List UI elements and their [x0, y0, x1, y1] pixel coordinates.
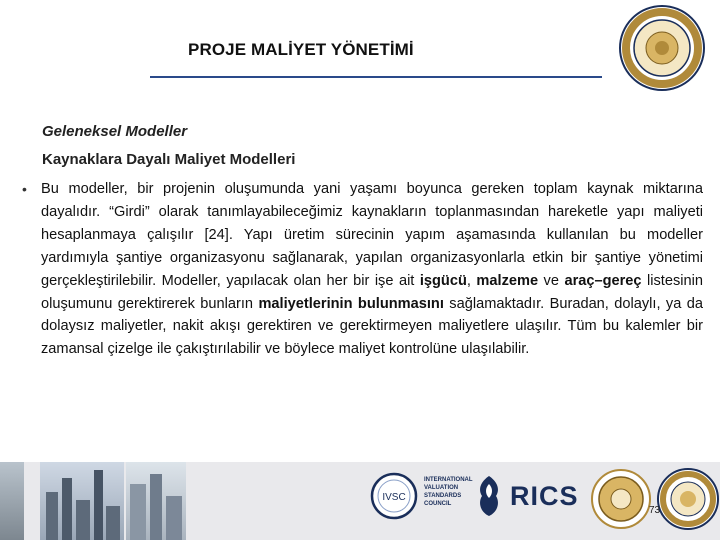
section-heading-italic: Geleneksel Modeller [42, 123, 188, 140]
page-title: PROJE MALİYET YÖNETİMİ [188, 40, 414, 59]
rics-crest-icon [474, 474, 504, 518]
bold-term: malzeme [476, 272, 539, 289]
university-seal-icon [590, 468, 652, 530]
city-photo [0, 462, 24, 540]
bold-term: araç–gereç [564, 272, 642, 289]
page-number: 73 [649, 505, 661, 516]
city-photo [126, 462, 186, 540]
rics-logo: RICS [510, 481, 579, 511]
city-photo [40, 462, 124, 540]
ivsc-caption: INTERNATIONAL VALUATION STANDARDS COUNCIL [424, 477, 473, 507]
university-seal-icon [656, 464, 720, 534]
body-paragraph: Bu modeller, bir projenin oluşumunda yani yaşamı boyunca gereken toplam kaynak miktarına dayalıdır. “Girdi” olarak tanımlayabileceğimiz kaynakların toplanmasından hareketle yapı maliyeti hesaplanmaya çalışılır [24]. Yapı üretim sürecinin yapım aşamasında kullanılan bu modeller yardımıyla şantiye organizasyonu sağlanarak, yapılan organizasyonlarla etkin bir şantiye yönetimi gerçekleştirilebilir. Modeller, yapılacak olan her bir işe ait işgücü, malzeme ve araç–gereç listesinin oluşumunu gerektirerek bunların maliyetlerinin bulunmasını sağlamaktadır. Buradan, dolaylı, ya da dolaysız maliyetler, nakit akışı gerektiren ve gerektirmeyen maliyetlere ulaşılır. Tüm bu kalemler bir zamansal çizelge ile çakıştırılabilir ve böylece maliyet kontrolüne ulaşılabilir. [41, 181, 703, 358]
university-seal-icon [618, 4, 706, 92]
ivsc-logo-icon [370, 472, 418, 520]
bold-term: maliyetlerinin bulunmasını [258, 295, 444, 312]
bullet-marker: • [22, 181, 27, 197]
section-heading: Kaynaklara Dayalı Maliyet Modelleri [42, 151, 296, 168]
title-divider [150, 76, 602, 78]
ivsc-label: IVSC [382, 492, 406, 503]
bold-term: işgücü [419, 272, 467, 289]
